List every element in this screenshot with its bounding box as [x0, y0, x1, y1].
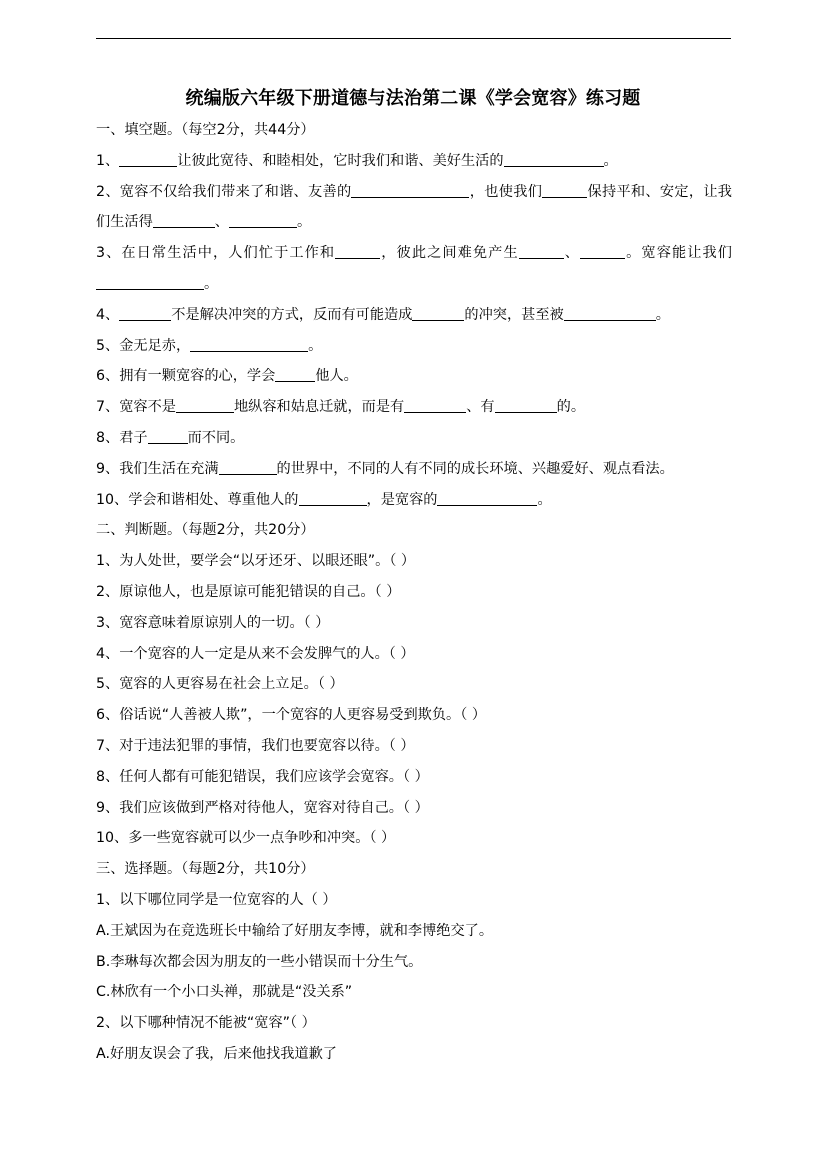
answer-blank[interactable]	[96, 274, 204, 290]
judge-question-5: 5、宽容的人更容易在社会上立足。（ ）	[96, 676, 344, 693]
judge-question-8: 8、任何人都有可能犯错误，我们应该学会宽容。（ ）	[96, 768, 429, 785]
section1-heading: 一、填空题。（每空2分，共44分）	[96, 122, 315, 138]
answer-blank[interactable]	[229, 212, 297, 228]
choice-question-2: 2、以下哪种情况不能被“宽容”（ ）	[96, 1015, 316, 1032]
judge-question-7: 7、对于违法犯罪的事情，我们也要宽容以待。（ ）	[96, 737, 415, 754]
fill-question-6: 6、拥有一颗宽容的心，学会 他人。	[96, 368, 358, 385]
choice-question-1: 1、以下哪位同学是一位宽容的人（ ）	[96, 891, 337, 908]
judge-question-1: 1、为人处世，要学会“以牙还牙、以眼还眼”。（ ）	[96, 553, 416, 570]
fill-question-7: 7、宽容不是 地纵容和姑息迁就，而是有 、有 的。	[96, 399, 586, 416]
fill-question-9: 9、我们生活在充满 的世界中，不同的人有不同的成长环境、兴趣爱好、观点看法。	[96, 460, 674, 477]
choice-option-1a: A.王斌因为在竞选班长中输给了好朋友李博，就和李博绝交了。	[96, 922, 494, 939]
choice-option-1c: C.林欣有一个小口头禅，那就是“没关系”	[96, 984, 353, 1001]
answer-blank[interactable]	[148, 428, 188, 444]
answer-blank[interactable]	[542, 182, 587, 198]
judge-question-6: 6、俗话说“人善被人欺”，一个宽容的人更容易受到欺负。（ ）	[96, 707, 487, 724]
answer-blank[interactable]	[219, 459, 277, 475]
judge-question-2: 2、原谅他人，也是原谅可能犯错误的自己。（ ）	[96, 583, 401, 600]
fill-question-2: 2、宽容不仅给我们带来了和谐、友善的 ，也使我们 保持平和、安定，让我们生活得 、 。	[96, 183, 732, 231]
answer-blank[interactable]	[119, 151, 177, 167]
judge-question-4: 4、一个宽容的人一定是从来不会发脾气的人。（ ）	[96, 645, 415, 662]
section3-heading: 三、选择题。（每题2分，共10分）	[96, 861, 315, 878]
answer-blank[interactable]	[190, 336, 308, 352]
judge-question-3: 3、宽容意味着原谅别人的一切。（ ）	[96, 614, 330, 631]
choice-option-1b: B.李琳每次都会因为朋友的一些小错误而十分生气。	[96, 953, 423, 970]
answer-blank[interactable]	[564, 305, 656, 321]
answer-blank[interactable]	[351, 182, 469, 198]
answer-blank[interactable]	[299, 490, 367, 506]
answer-blank[interactable]	[335, 243, 380, 259]
answer-blank[interactable]	[437, 490, 537, 506]
answer-blank[interactable]	[504, 151, 604, 167]
fill-question-10: 10、学会和谐相处、尊重他人的 ，是宽容的 。	[96, 491, 552, 508]
fill-question-1: 1、 让彼此宽待、和睦相处，它时我们和谐、美好生活的 。	[96, 152, 618, 169]
judge-question-10: 10、多一些宽容就可以少一点争吵和冲突。（ ）	[96, 830, 396, 847]
answer-blank[interactable]	[519, 243, 564, 259]
header-rule	[96, 38, 731, 39]
choice-option-2a: A.好朋友误会了我，后来他找我道歉了	[96, 1045, 337, 1062]
fill-question-3: 3、在日常生活中，人们忙于工作和 ，彼此之间难免产生 、 。宽容能让我们。	[96, 245, 732, 292]
answer-blank[interactable]	[153, 212, 215, 228]
section2-heading: 二、判断题。（每题2分，共20分）	[96, 522, 315, 539]
judge-question-9: 9、我们应该做到严格对待他人，宽容对待自己。（ ）	[96, 799, 429, 816]
answer-blank[interactable]	[495, 397, 557, 413]
fill-question-8: 8、君子 而不同。	[96, 429, 245, 446]
page-title: 统编版六年级下册道德与法治第二课《学会宽容》练习题	[185, 88, 641, 109]
answer-blank[interactable]	[580, 243, 625, 259]
answer-blank[interactable]	[412, 305, 464, 321]
worksheet-body	[96, 115, 732, 1070]
answer-blank[interactable]	[404, 397, 466, 413]
answer-blank[interactable]	[275, 366, 315, 382]
answer-blank[interactable]	[119, 305, 171, 321]
fill-question-4: 4、 不是解决冲突的方式，反而有可能造成 的冲突，甚至被 。	[96, 306, 670, 323]
answer-blank[interactable]	[176, 397, 234, 413]
fill-question-5: 5、金无足赤， 。	[96, 337, 323, 354]
